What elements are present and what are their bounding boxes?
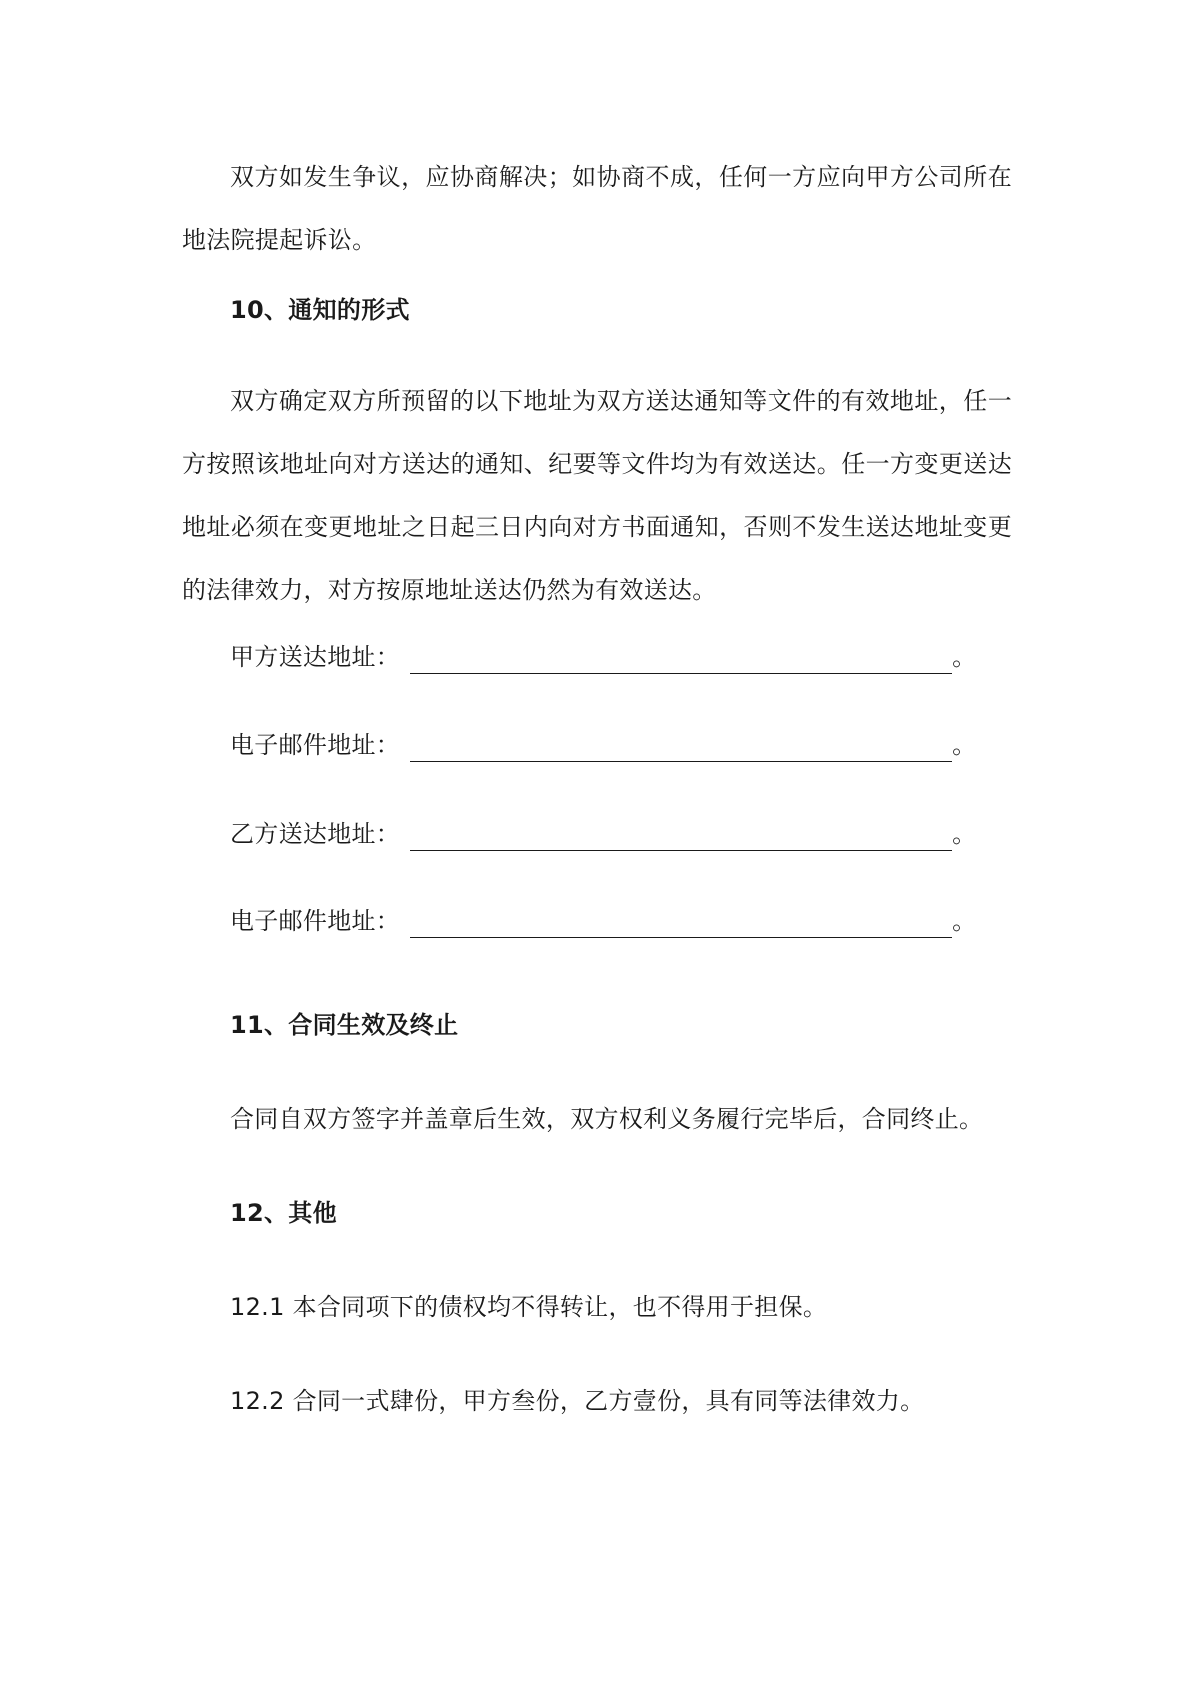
section-heading-10: 10、通知的形式 — [230, 296, 410, 324]
field-end: 。 — [952, 820, 977, 848]
clause-12-1: 12.1 本合同项下的债权均不得转让，也不得用于担保。 — [230, 1293, 828, 1321]
blank-line[interactable] — [410, 820, 952, 851]
field-label: 电子邮件地址： — [230, 907, 401, 935]
party-a-address-field[interactable] — [230, 640, 1060, 674]
clause-12-2: 12.2 合同一式肆份，甲方叁份，乙方壹份，具有同等法律效力。 — [230, 1387, 925, 1415]
dispute-paragraph: 双方如发生争议，应协商解决；如协商不成，任何一方应向甲方公司所在地法院提起诉讼。 — [182, 163, 1012, 254]
party-b-email-field[interactable] — [230, 904, 1060, 938]
field-label: 电子邮件地址： — [230, 731, 401, 759]
section-heading-11: 11、合同生效及终止 — [230, 1011, 459, 1039]
field-label: 乙方送达地址： — [230, 820, 401, 848]
effect-line: 合同自双方签字并盖章后生效，双方权利义务履行完毕后，合同终止。 — [230, 1105, 984, 1133]
field-end: 。 — [952, 907, 977, 935]
blank-line[interactable] — [410, 907, 952, 938]
party-b-address-field[interactable] — [230, 817, 1060, 851]
section-heading-12: 12、其他 — [230, 1199, 337, 1227]
field-label: 甲方送达地址： — [230, 643, 401, 671]
field-end: 。 — [952, 731, 977, 759]
field-end: 。 — [952, 643, 977, 671]
notice-paragraph: 双方确定双方所预留的以下地址为双方送达通知等文件的有效地址，任一方按照该地址向对方送达的通知、纪要等文件均为有效送达。任一方变更送达地址必须在变更地址之日起三日内向对方书面通知，否则不发生送达地址变更的法律效力，对方按原地址送达仍然为有效送达。 — [182, 387, 1012, 604]
blank-line[interactable] — [410, 643, 952, 674]
party-a-email-field[interactable] — [230, 728, 1060, 762]
blank-line[interactable] — [410, 731, 952, 762]
